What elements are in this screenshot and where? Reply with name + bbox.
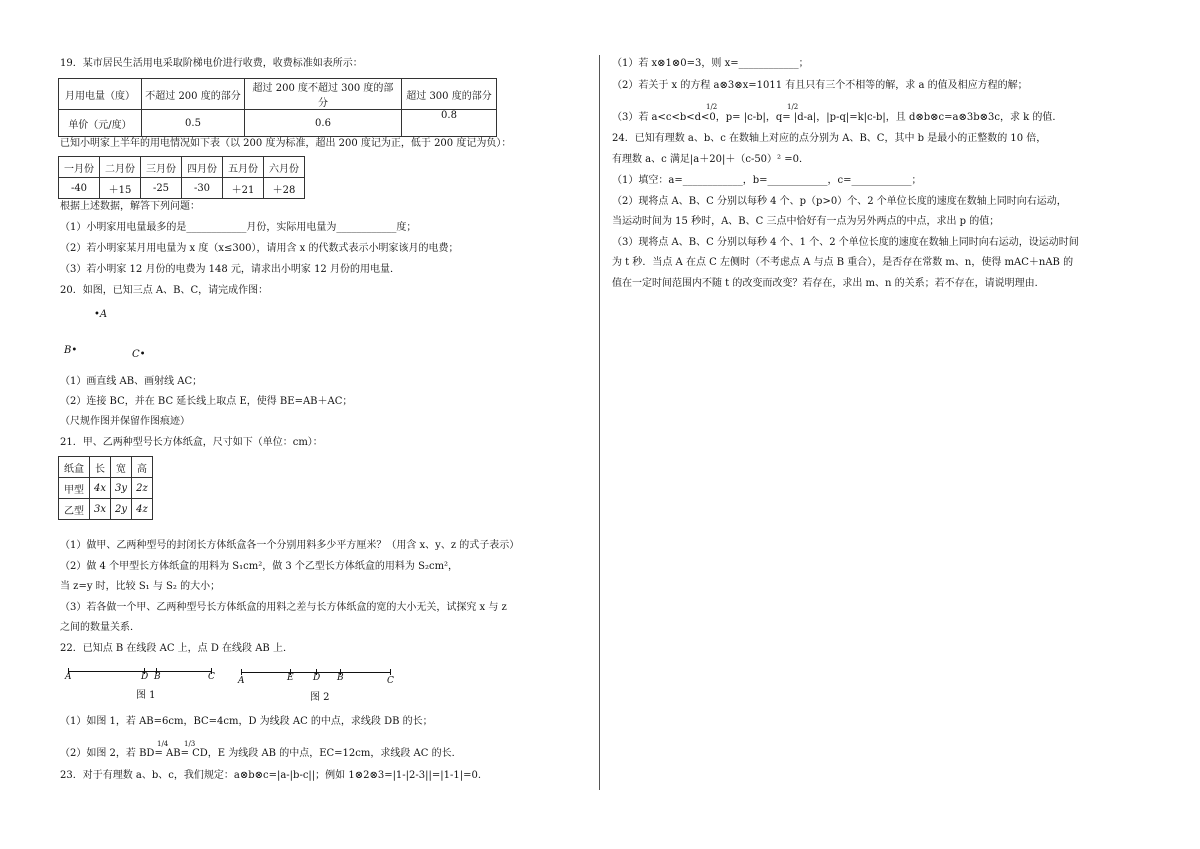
table-cell: 0.8 <box>402 110 497 137</box>
table-cell: 长 <box>90 457 111 478</box>
table-cell: 高 <box>132 457 153 478</box>
label-b: B <box>154 672 161 682</box>
table-cell: 4x <box>90 478 111 499</box>
q22-title: 22．已知点 B 在线段 AC 上，点 D 在线段 AB 上． <box>60 643 293 654</box>
table-cell: 月用电量（度） <box>59 79 142 110</box>
table-cell: 2z <box>132 478 153 499</box>
table-cell: -25 <box>141 178 182 199</box>
table-cell: 甲型 <box>59 478 90 499</box>
q22-part2: （2）如图 2，若 BD= AB= CD，E 为线段 AB 的中点，EC=12cm，求线段 AC 的长． <box>60 748 462 759</box>
point-c: C• <box>132 349 146 360</box>
q19-known: 已知小明家上半年的用电情况如下表（以 200 度为标准，超出 200 度记为正，低于 200 度记为负）： <box>60 138 512 149</box>
table-cell: 超过 300 度的部分 <box>402 79 497 110</box>
table-cell: ＋15 <box>100 178 141 199</box>
point-a: •A <box>94 309 108 320</box>
q20-part1: （1）画直线 AB、画射线 AC； <box>60 376 203 387</box>
table-cell: 二月份 <box>100 157 141 178</box>
q21-part1: （1）做甲、乙两种型号的封闭长方体纸盒各一个分别用料多少平方厘米？（用含 x、y、z 的式子表示） <box>60 540 520 551</box>
column-divider <box>599 55 600 790</box>
table-cell: 4z <box>132 499 153 520</box>
q24-part3c: 值在一定时间范围内不随 t 的改变而改变？若存在，求出 m、n 的关系；若不存在，请说明理由． <box>612 278 1045 289</box>
q23-part2: （2）若关于 x 的方程 a⊗3⊗x=1011 有且只有三个不相等的解，求 a 的值及相应方程的解； <box>612 80 1028 91</box>
q19-title: 19．某市居民生活用电采取阶梯电价进行收费，收费标准如表所示： <box>60 58 363 69</box>
q21-title: 21．甲、乙两种型号长方体纸盒，尺寸如下（单位：cm）： <box>60 437 323 448</box>
q24-part3b: 为 t 秒．当点 A 在点 C 左侧时（不考虑点 A 与点 B 重合），是否存在常数 m、n，使得 mAC＋nAB 的 <box>612 257 1074 268</box>
table-cell: 五月份 <box>223 157 264 178</box>
q24-condition: 有理数 a、c 满足|a＋20|＋（c-50）² =0． <box>612 154 809 165</box>
label-e: E <box>287 673 294 683</box>
table-cell: -40 <box>59 178 100 199</box>
q19-part1: （1）小明家用电量最多的是____________月份，实际用电量为____________度； <box>60 222 417 233</box>
label-c: C <box>387 676 394 686</box>
table-cell: 一月份 <box>59 157 100 178</box>
q22-frac-2: 1/3 <box>184 740 196 748</box>
table-cell: 3x <box>90 499 111 520</box>
table-cell: 六月份 <box>264 157 305 178</box>
tick-a <box>241 669 242 675</box>
point-a-label: A <box>99 309 108 320</box>
table-cell: 3y <box>111 478 132 499</box>
table-cell: ＋28 <box>264 178 305 199</box>
table-cell: 宽 <box>111 457 132 478</box>
table-cell: 纸盒 <box>59 457 90 478</box>
table-cell: 单价（元/度） <box>59 110 142 137</box>
table-cell: 0.5 <box>142 110 245 137</box>
point-c-label: C <box>132 349 140 360</box>
q21-part2a: （2）做 4 个甲型长方体纸盒的用料为 S₁cm²，做 3 个乙型长方体纸盒的用料为 S₂cm²， <box>60 561 459 572</box>
price-table <box>58 78 497 137</box>
label-a: A <box>238 676 245 686</box>
q21-part3b: 之间的数量关系． <box>60 622 140 633</box>
q19-part3: （3）若小明家 12 月份的电费为 148 元，请求出小明家 12 月份的用电量． <box>60 264 400 275</box>
label-c: C <box>208 672 215 682</box>
point-b: B• <box>64 345 78 356</box>
table-cell: -30 <box>182 178 223 199</box>
q23-part3: （3）若 a<c<b<d<0，p= |c-b|，q= |d-a|，|p-q|=k|c-b|，且 d⊗b⊗c=a⊗3b⊗3c，求 k 的值． <box>612 112 1063 123</box>
table-cell: 乙型 <box>59 499 90 520</box>
q23-frac-q: 1/2 <box>787 103 799 111</box>
q20-part3: （尺规作图并保留作图痕迹） <box>60 416 190 427</box>
table-cell: 三月份 <box>141 157 182 178</box>
q22-frac-1: 1/4 <box>157 740 169 748</box>
q19-part2: （2）若小明家某月用电量为 x 度（x≤300），请用含 x 的代数式表示小明家该月的电费； <box>60 243 459 254</box>
q22-part1: （1）如图 1，若 AB=6cm，BC=4cm，D 为线段 AC 的中点，求线段 DB 的长； <box>60 716 433 727</box>
table-cell: ＋21 <box>223 178 264 199</box>
month-table <box>58 156 305 199</box>
table-cell: 0.6 <box>245 110 402 137</box>
label-d: D <box>141 672 149 682</box>
q24-title: 24．已知有理数 a、b、c 在数轴上对应的点分别为 A、B、C，其中 b 是最小的正整数的 10 倍， <box>612 133 1047 144</box>
q21-part2b: 当 z=y 时，比较 S₁ 与 S₂ 的大小； <box>60 581 221 592</box>
q24-part2a: （2）现将点 A、B、C 分别以每秒 4 个、p（p>0）个、2 个单位长度的速度在数轴上同时向右运动， <box>612 196 1067 207</box>
q23-part1: （1）若 x⊗1⊗0=3，则 x=____________； <box>612 58 809 69</box>
figure-1-caption: 图 1 <box>136 690 156 701</box>
q23-title: 23．对于有理数 a、b、c，我们规定：a⊗b⊗c=|a-|b-c||；例如 1⊗2⊗3=|1-|2-3||=|1-1|=0. <box>60 770 482 781</box>
q24-part1: （1）填空：a=____________，b=____________，c=____________； <box>612 175 922 186</box>
table-cell: 2y <box>111 499 132 520</box>
q20-title: 20．如图，已知三点 A、B、C，请完成作图： <box>60 285 269 296</box>
label-a: A <box>65 672 72 682</box>
tick-c <box>390 669 391 675</box>
label-d: D <box>313 673 321 683</box>
box-table <box>58 456 153 520</box>
table-cell: 超过 200 度不超过 300 度的部分 <box>245 79 402 110</box>
q21-part3a: （3）若各做一个甲、乙两种型号长方体纸盒的用料之差与长方体纸盒的宽的大小无关，试探究 x 与 z <box>60 602 507 613</box>
point-b-label: B <box>64 345 72 356</box>
label-b: B <box>337 673 344 683</box>
q20-part2: （2）连接 BC，并在 BC 延长线上取点 E，使得 BE=AB＋AC； <box>60 396 353 407</box>
table-cell: 四月份 <box>182 157 223 178</box>
segment-ac <box>68 671 212 672</box>
q23-frac-p: 1/2 <box>706 103 718 111</box>
q24-part2b: 当运动时间为 15 秒时，A、B、C 三点中恰好有一点为另外两点的中点，求出 p 的值； <box>612 216 1000 227</box>
table-cell: 不超过 200 度的部分 <box>142 79 245 110</box>
q24-part3a: （3）现将点 A、B、C 分别以每秒 4 个、1 个、2 个单位长度的速度在数轴上同时向右运动，设运动时间 <box>612 237 1079 248</box>
q19-answer-intro: 根据上述数据，解答下列问题： <box>60 201 200 212</box>
figure-2-caption: 图 2 <box>310 692 330 703</box>
